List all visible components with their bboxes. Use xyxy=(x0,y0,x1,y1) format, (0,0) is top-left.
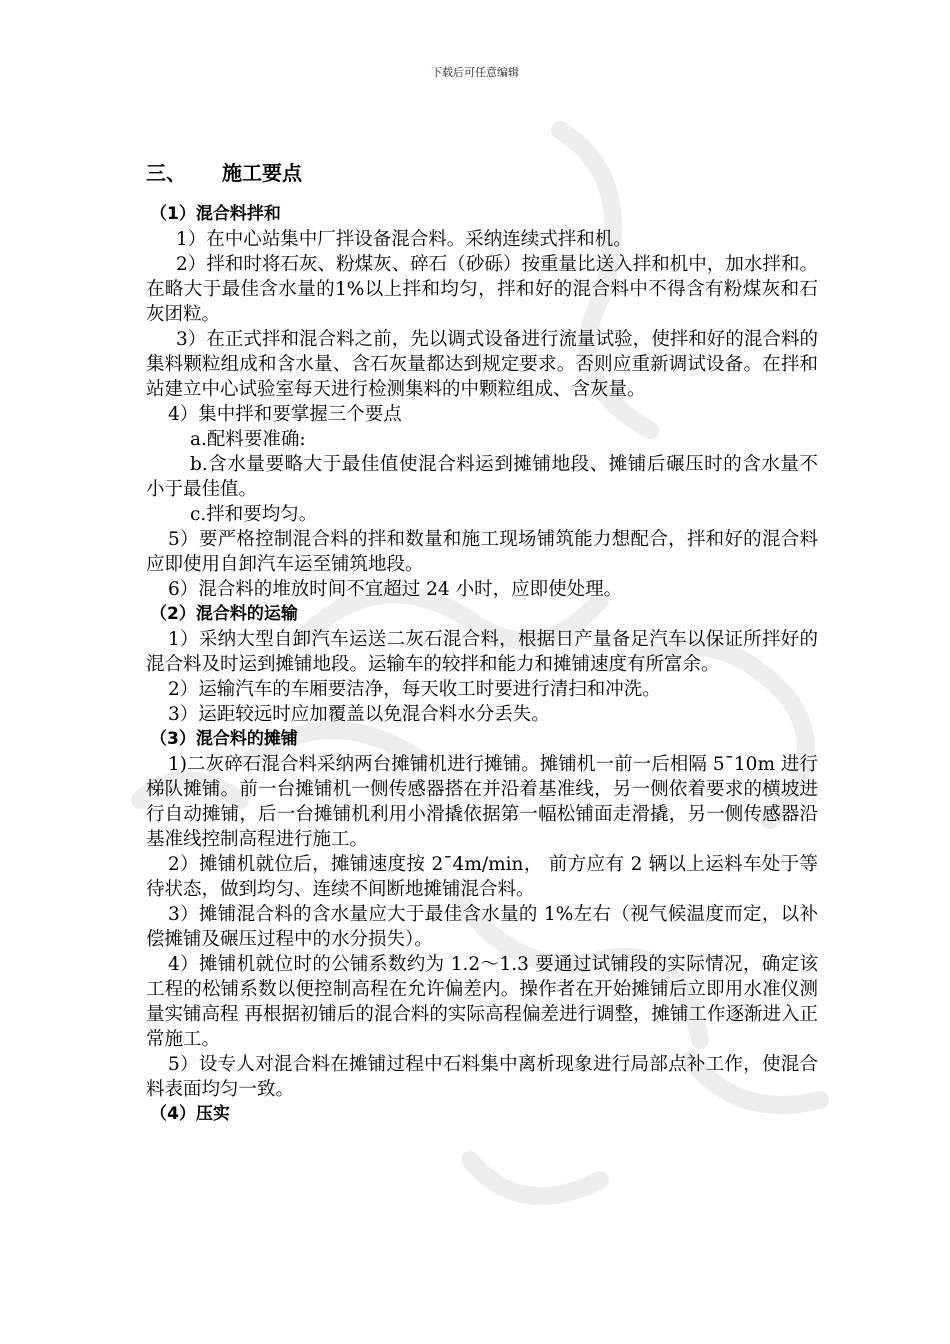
paragraph: 5）设专人对混合料在摊铺过程中石料集中离析现象进行局部点补工作，使混合料表面均匀一致。 xyxy=(146,1054,818,1100)
paragraph: 2）摊铺机就位后，摊铺速度按 2¯4m/min， 前方应有 2 辆以上运料车处于等待状态，做到均匀、连续不间断地摊铺混合料。 xyxy=(146,854,818,900)
document-body xyxy=(146,158,818,1127)
paragraph: 3）摊铺混合料的含水量应大于最佳含水量的 1%左右（视气候温度而定，以补偿摊铺及碾压过程中的水分损失）。 xyxy=(146,904,818,950)
subsection-heading-paving: （3）混合料的摊铺 xyxy=(150,729,298,749)
paragraph: 2）运输汽车的车厢要洁净，每天收工时要进行清扫和冲洗。 xyxy=(168,679,661,700)
section-title: 施工要点 xyxy=(222,161,302,185)
section-heading xyxy=(146,158,818,188)
list-item: c.拌和要均匀。 xyxy=(190,504,318,525)
subsection-heading-transport: （2）混合料的运输 xyxy=(150,604,298,624)
paragraph: 5）要严格控制混合料的拌和数量和施工现场铺筑能力想配合，拌和好的混合料应即使用自卸汽车运至铺筑地段。 xyxy=(146,529,818,575)
section-number: 三、 xyxy=(146,161,186,185)
paragraph: 4）集中拌和要掌握三个要点 xyxy=(168,404,402,425)
subsection-heading-compaction: （4）压实 xyxy=(150,1104,230,1124)
paragraph: 1）采纳大型自卸汽车运送二灰石混合料，根据日产量备足汽车以保证所拌好的混合料及时运到摊铺地段。运输车的较拌和能力和摊铺速度有所富余。 xyxy=(146,629,818,675)
paragraph: 4）摊铺机就位时的公铺系数约为 1.2～1.3 要通过试铺段的实际情况，确定该工程的松铺系数以便控制高程在允许偏差内。操作者在开始摊铺后立即用水准仪测量实铺高程 再根据初铺后的混合料的实际高程偏差进行调整，摊铺工作逐渐进入正常施工。 xyxy=(146,954,818,1050)
paragraph: 1）在中心站集中厂拌设备混合料。采纳连续式拌和机。 xyxy=(176,229,632,250)
paragraph: 3）在正式拌和混合料之前，先以调式设备进行流量试验，使拌和好的混合料的集料颗粒组成和含水量、含石灰量都达到规定要求。否则应重新调试设备。在拌和站建立中心试验室每天进行检测集料的中颗粒组成、含灰量。 xyxy=(146,329,818,400)
paragraph: 6）混合料的堆放时间不宜超过 24 小时，应即使处理。 xyxy=(168,579,623,600)
paragraph: 3）运距较远时应加覆盖以免混合料水分丢失。 xyxy=(168,704,550,725)
paragraph: 2）拌和时将石灰、粉煤灰、碎石（砂砾）按重量比送入拌和机中，加水拌和。在略大于最佳含水量的1%以上拌和均匀，拌和好的混合料中不得含有粉煤灰和石灰团粒。 xyxy=(146,254,818,325)
list-item: a.配料要准确: xyxy=(190,429,306,450)
list-item: b.含水量要略大于最佳值使混合料运到摊铺地段、摊铺后碾压时的含水量不小于最佳值。 xyxy=(146,454,818,500)
paragraph: 1)二灰碎石混合料采纳两台摊铺机进行摊铺。摊铺机一前一后相隔 5¯10m 进行梯队摊铺。前一台摊铺机一侧传感器搭在并沿着基准线，另一侧依着要求的横坡进行自动摊铺，后一台摊铺机利用小滑撬依据第一幅松铺面走滑撬，另一侧传感器沿基准线控制高程进行施工。 xyxy=(146,754,818,850)
header-note: 下载后可任意编辑 xyxy=(431,66,519,79)
subsection-heading-mixing: （1）混合料拌和 xyxy=(150,204,281,224)
